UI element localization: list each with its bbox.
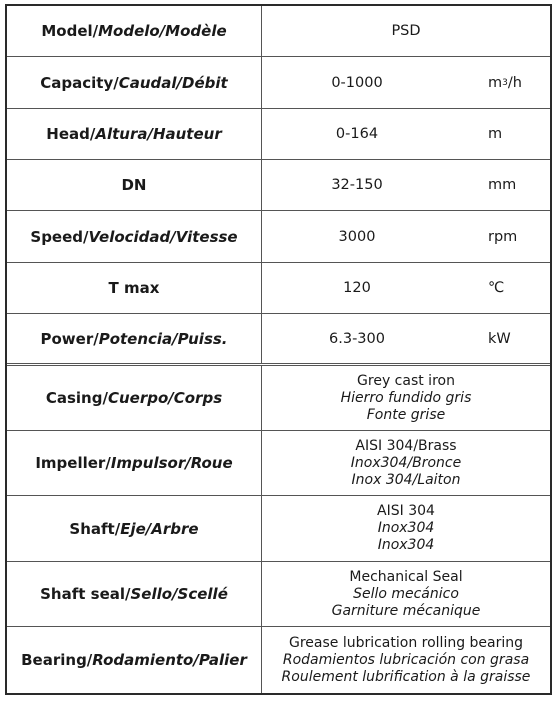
label-es-fr: Eje/Arbre bbox=[120, 519, 199, 538]
value-fr: Inox304 bbox=[377, 537, 435, 553]
row-value: PSD bbox=[391, 23, 421, 39]
material-value bbox=[262, 366, 550, 430]
label-en: Capacity/ bbox=[40, 73, 119, 92]
label-en: Head/ bbox=[46, 125, 96, 143]
value-fr: Roulement lubrification à la graisse bbox=[281, 668, 531, 685]
value-fr: Garniture mécanique bbox=[331, 602, 481, 619]
label-en: Bearing/ bbox=[21, 651, 93, 669]
unit-tail: /h bbox=[507, 74, 522, 91]
table-row bbox=[7, 109, 550, 160]
table-row bbox=[7, 627, 550, 693]
label-en: DN bbox=[121, 176, 147, 194]
label-es-fr: Potencia/Puiss. bbox=[98, 329, 228, 348]
row-value: 0-1000 bbox=[331, 74, 383, 91]
material-value bbox=[262, 627, 550, 693]
row-value: 32-150 bbox=[331, 177, 383, 193]
row-label bbox=[7, 366, 262, 430]
row-unit bbox=[488, 57, 522, 108]
label-es-fr: Impulsor/Roue bbox=[110, 454, 233, 472]
label-en: Shaft seal/ bbox=[40, 585, 131, 603]
label-en: Shaft/ bbox=[69, 519, 121, 538]
row-value: 6.3-300 bbox=[329, 330, 385, 347]
row-value: 120 bbox=[343, 280, 371, 296]
value-en: Grease lubrication rolling bearing bbox=[288, 634, 524, 651]
value-en: Grey cast iron bbox=[357, 372, 455, 389]
value-fr: Inox 304/Laiton bbox=[351, 471, 461, 488]
table-row bbox=[7, 314, 550, 366]
table-row bbox=[7, 211, 550, 263]
label-es-fr: Cuerpo/Corps bbox=[107, 389, 223, 407]
row-label bbox=[7, 263, 262, 313]
unit-base: m bbox=[488, 74, 503, 91]
table-row bbox=[7, 366, 550, 431]
row-label bbox=[7, 57, 262, 108]
label-en: Model/ bbox=[41, 22, 99, 40]
label-es-fr: Rodamiento/Palier bbox=[92, 651, 247, 669]
table-row bbox=[7, 160, 550, 211]
table-row bbox=[7, 431, 550, 496]
material-value bbox=[262, 431, 550, 495]
label-es-fr: Caudal/Débit bbox=[118, 73, 228, 92]
table-row bbox=[7, 263, 550, 314]
row-label bbox=[7, 314, 262, 363]
table-row bbox=[7, 57, 550, 109]
row-label bbox=[7, 562, 262, 626]
label-en: Power/ bbox=[40, 329, 99, 348]
spec-table bbox=[5, 4, 552, 695]
row-value: 0-164 bbox=[335, 126, 379, 142]
value-en: Mechanical Seal bbox=[349, 568, 463, 585]
value-es: Inox304/Bronce bbox=[350, 454, 462, 471]
label-es-fr: Sello/Scellé bbox=[130, 585, 228, 603]
row-value: 3000 bbox=[338, 228, 376, 245]
row-unit: rpm bbox=[488, 228, 518, 245]
value-es: Hierro fundido gris bbox=[340, 389, 472, 406]
table-row bbox=[7, 562, 550, 627]
row-label bbox=[7, 627, 262, 693]
value-es: Rodamientos lubricación con grasa bbox=[282, 651, 530, 668]
material-value bbox=[262, 562, 550, 626]
label-en: Casing/ bbox=[45, 389, 108, 407]
row-label bbox=[7, 431, 262, 495]
unit-sup: 3 bbox=[502, 77, 508, 88]
label-en: Speed/ bbox=[30, 227, 89, 246]
row-unit: kW bbox=[488, 330, 511, 347]
value-es: Inox304 bbox=[377, 520, 435, 536]
label-en: T max bbox=[108, 279, 160, 297]
value-es: Sello mecánico bbox=[353, 585, 459, 602]
label-en: Impeller/ bbox=[35, 454, 111, 472]
row-unit: mm bbox=[488, 177, 517, 193]
label-es-fr: Modelo/Modèle bbox=[98, 22, 227, 40]
row-unit: ℃ bbox=[488, 280, 505, 296]
row-unit: m bbox=[488, 126, 503, 142]
material-value bbox=[262, 496, 550, 561]
value-en: AISI 304/Brass bbox=[355, 437, 457, 454]
value-en: AISI 304 bbox=[377, 503, 435, 519]
row-label bbox=[7, 6, 262, 56]
table-row bbox=[7, 6, 550, 57]
row-label bbox=[7, 496, 262, 561]
label-es-fr: Velocidad/Vitesse bbox=[88, 227, 238, 246]
row-label bbox=[7, 211, 262, 262]
table-row bbox=[7, 496, 550, 562]
row-label bbox=[7, 160, 262, 210]
row-label bbox=[7, 109, 262, 159]
value-fr: Fonte grise bbox=[366, 406, 446, 423]
label-es-fr: Altura/Hauteur bbox=[95, 125, 222, 143]
